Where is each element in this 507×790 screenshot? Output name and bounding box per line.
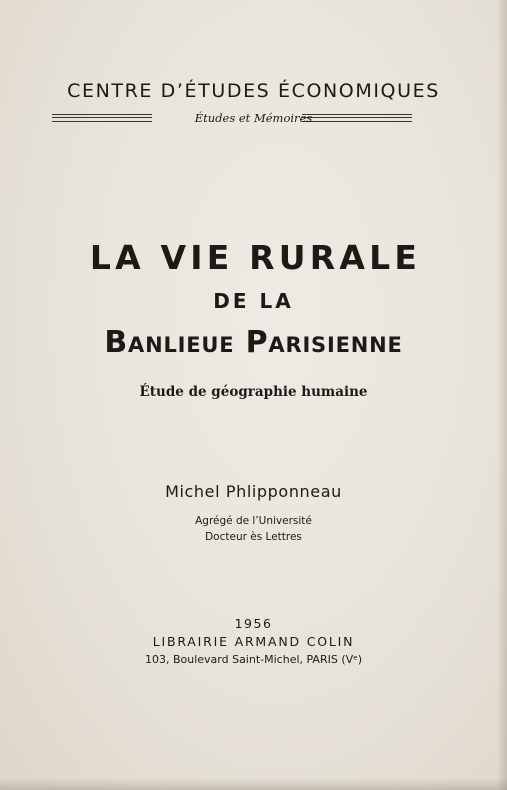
book-title-line-3: Banlieue Parisienne xyxy=(104,325,403,360)
publication-year: 1956 xyxy=(234,616,273,631)
author-name: Michel Phlipponneau xyxy=(165,482,342,501)
book-title-line-1: LA VIE RURALE xyxy=(89,238,422,277)
series-title: CENTRE D’ÉTUDES ÉCONOMIQUES xyxy=(67,80,440,102)
author-credential-2: Docteur ès Lettres xyxy=(205,531,302,543)
page-edge-shadow-bottom xyxy=(0,778,507,790)
author-credential-1: Agrégé de l’Université xyxy=(195,515,312,527)
publisher-address: 103, Boulevard Saint-Michel, PARIS (Vᵉ) xyxy=(144,653,363,666)
book-subtitle: Étude de géographie humaine xyxy=(139,384,368,400)
publisher-name: LIBRAIRIE ARMAND COLIN xyxy=(152,634,355,649)
series-subtitle: Études et Mémoires xyxy=(194,111,313,125)
book-title-line-2: DE LA xyxy=(213,289,294,313)
